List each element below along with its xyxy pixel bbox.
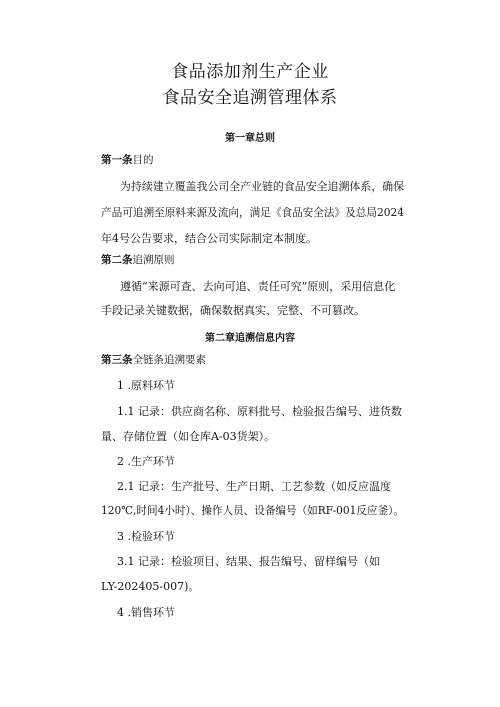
article-1-line-3: 年4号公告要求，结合公司实际制定本制度。 bbox=[101, 232, 317, 245]
article-3-title: 全链条追溯要素 bbox=[132, 354, 206, 366]
article-1-label: 第一条 bbox=[101, 154, 133, 166]
section-3-1-line-2: LY-202405-007)。 bbox=[101, 580, 200, 593]
article-2-heading bbox=[101, 255, 175, 266]
article-1-line-2: 产品可追溯至原料来源及流向，满足《食品安全法》及总局2024 bbox=[101, 206, 405, 219]
chapter-2-heading: 第二章追溯信息内容 bbox=[205, 333, 295, 344]
section-2-heading: 2 .生产环节 bbox=[117, 455, 175, 468]
chapter-1-heading: 第一章总则 bbox=[225, 133, 275, 144]
doc-title-line-2: 食品安全追溯管理体系 bbox=[162, 88, 338, 108]
article-1-title: 目的 bbox=[132, 154, 154, 166]
section-1-heading: 1 .原料环节 bbox=[117, 379, 175, 392]
section-3-heading: 3 .检验环节 bbox=[117, 530, 175, 543]
article-2-line-1: 遵循“来源可查、去向可追、责任可究”原则，采用信息化 bbox=[120, 280, 396, 293]
section-4-heading: 4 .销售环节 bbox=[117, 606, 175, 619]
section-2-1-line-2: 120℃,时间4小时）、操作人员、设备编号（如RF-001反应釜）。 bbox=[101, 504, 404, 517]
article-2-line-2: 手段记录关键数据，确保数据真实、完整、不可篡改。 bbox=[101, 304, 365, 317]
doc-title-line-1: 食品添加剂生产企业 bbox=[171, 62, 329, 82]
section-3-1-line-1: 3.1 记录：检验项目、结果、报告编号、留样编号（如 bbox=[117, 555, 380, 568]
article-1-heading bbox=[101, 155, 154, 166]
section-1-1-line-2: 量、存储位置（如仓库A-03货架）。 bbox=[101, 430, 276, 443]
section-2-1-line-1: 2.1 记录：生产批号、生产日期、工艺参数（如反应温度 bbox=[117, 480, 391, 493]
article-2-title: 追溯原则 bbox=[132, 254, 175, 266]
article-3-label: 第三条 bbox=[101, 354, 133, 366]
article-1-line-1: 为持续建立覆盖我公司全产业链的食品安全追溯体系，确保 bbox=[120, 180, 404, 193]
article-2-label: 第二条 bbox=[101, 254, 133, 266]
section-1-1-line-1: 1.1 记录：供应商名称、原料批号、检验报告编号、进货数 bbox=[117, 405, 402, 418]
article-3-heading bbox=[101, 355, 206, 366]
